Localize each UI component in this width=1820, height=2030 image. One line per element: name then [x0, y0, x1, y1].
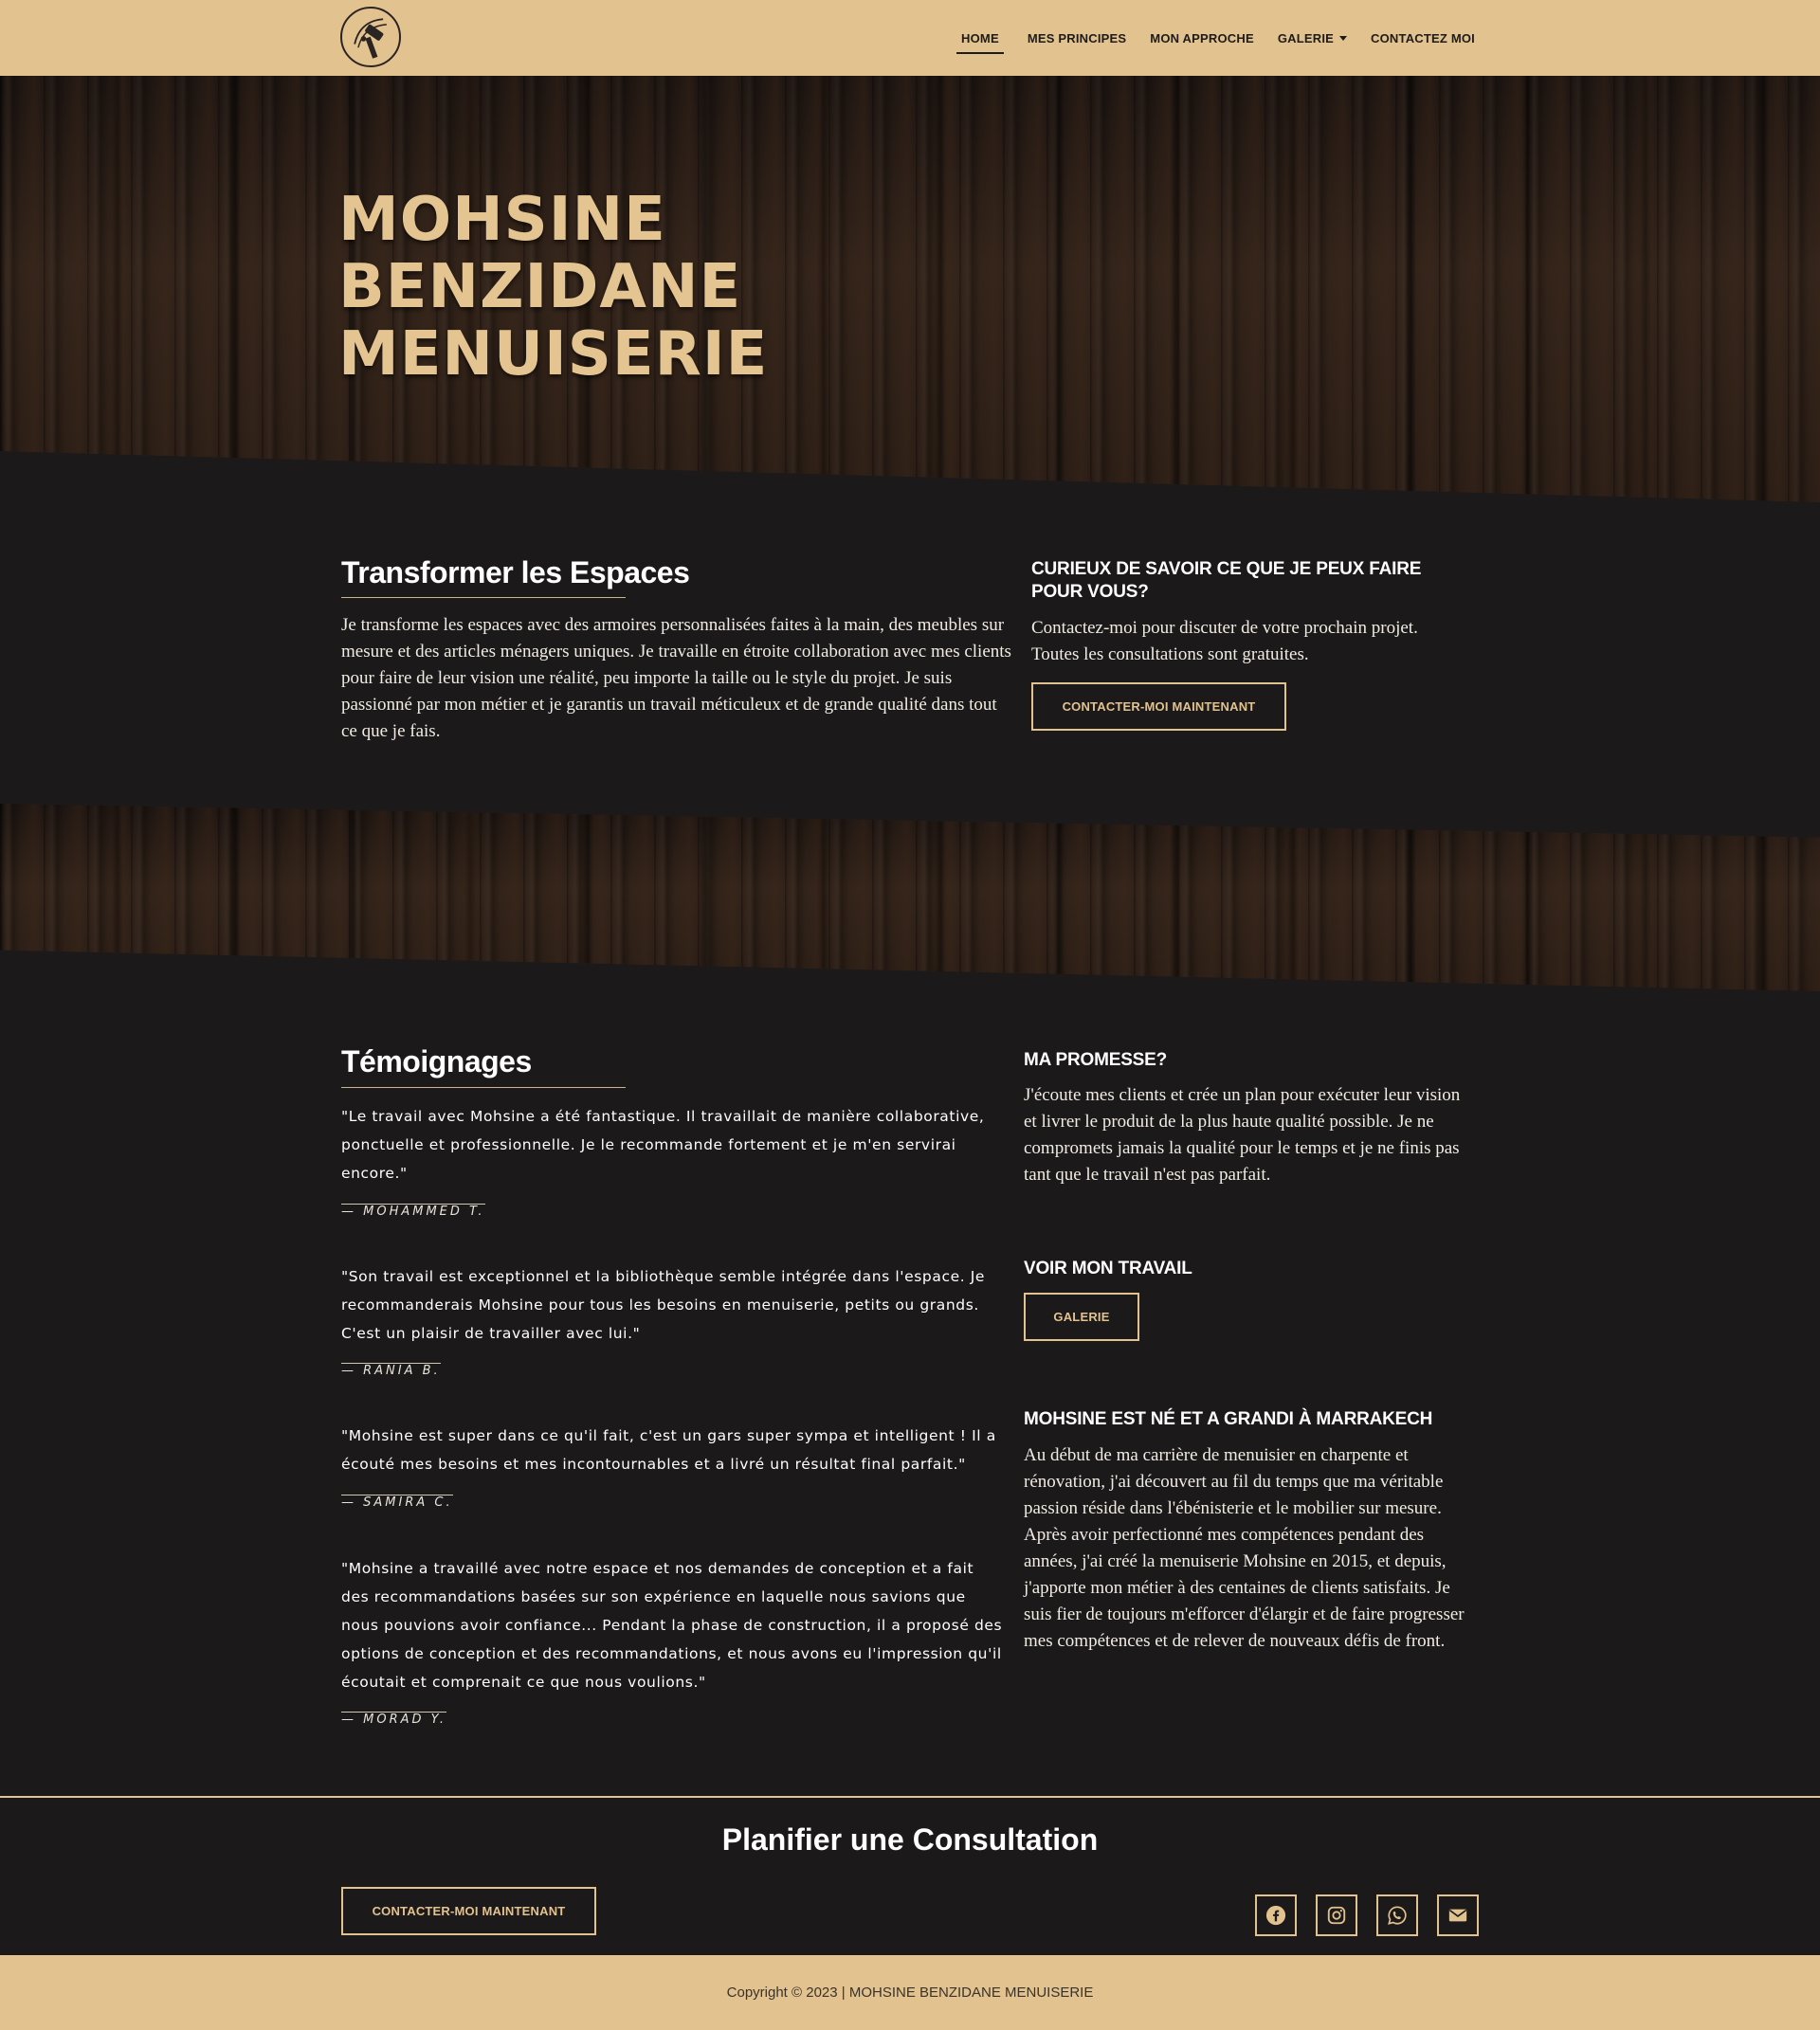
wood-divider-band — [0, 804, 1820, 991]
heading-underline — [341, 597, 626, 598]
cta-text: Contactez-moi pour discuter de votre prochain projet. Toutes les consultations sont gratuites. — [1031, 618, 1418, 664]
hero-title-line: MENUISERIE — [338, 319, 769, 390]
promise-text: J'écoute mes clients et crée un plan pour exécuter leur vision et livrer le produit de la plus haute qualité possible. Je ne compromets jamais la qualité pour le temps et je ne finis pas tant que le travail n'est pas parfait. — [1024, 1085, 1461, 1185]
site-header — [0, 0, 1820, 76]
nav-galerie[interactable]: GALERIE — [1278, 22, 1347, 55]
heading-underline — [341, 1087, 626, 1088]
work-heading: VOIR MON TRAVAIL — [1024, 1259, 1192, 1278]
footer-heading: Planifier une Consultation — [721, 1822, 1099, 1857]
nav-home[interactable]: HOME — [956, 23, 1004, 54]
whatsapp-icon[interactable] — [1376, 1894, 1418, 1936]
envelope-icon[interactable] — [1437, 1894, 1479, 1936]
testimonial-quote: "Son travail est exceptionnel et la bibliothèque semble intégrée dans l'espace. Je recommanderais Mohsine pour tous les besoins en menuiserie, petits ou grands. C'est un plaisir de travailler avec lui." — [341, 1268, 986, 1342]
intro-text: Je transforme les espaces avec des armoires personnalisées faites à la main, des meubles sur mesure et des articles ménagers uniques. Je travaille en étroite collaboration avec mes clients pour faire de leur vision une réalité, peu importe la taille ou le style du projet. Je suis passionné par mon métier et je garantis un travail méticuleux et de grande qualité dans tout ce que je fais. — [341, 615, 1011, 741]
hero-title — [338, 187, 768, 389]
instagram-icon[interactable] — [1316, 1894, 1357, 1936]
nav-mon-approche[interactable]: MON APPROCHE — [1150, 30, 1254, 45]
chevron-down-icon — [1339, 36, 1347, 41]
testimonial-author: — SAMIRA C. — [341, 1495, 453, 1510]
testimonials-heading: Témoignages — [341, 1044, 532, 1078]
testimonial-author: — MOHAMMED T. — [341, 1205, 485, 1219]
contact-now-button[interactable]: CONTACTER-MOI MAINTENANT — [1031, 682, 1286, 731]
testimonial-author: — MORAD Y. — [341, 1713, 447, 1727]
bio-heading: MOHSINE EST NÉ ET A GRANDI À MARRAKECH — [1024, 1409, 1433, 1429]
nav-contactez-moi[interactable]: CONTACTEZ MOI — [1371, 30, 1475, 45]
main-nav — [956, 0, 1475, 76]
hero-wood-background — [0, 76, 1820, 502]
hero-title-line: BENZIDANE — [338, 252, 742, 322]
testimonial-quote: "Mohsine a travaillé avec notre espace et nos demandes de conception et a fait des recommandations basées sur son expérience en laquelle nous savions que nous pouvions avoir confiance... Pendant la phase de construction, il a proposé des options de conception et des recommandations, et nous avons eu l'impression qu'il écoutait et comprenait ce que nous voulions." — [341, 1560, 1003, 1691]
facebook-icon[interactable] — [1255, 1894, 1297, 1936]
hero-title-line: MOHSINE — [338, 185, 666, 255]
intro-heading: Transformer les Espaces — [341, 555, 690, 589]
testimonial-author: — RANIA B. — [341, 1364, 441, 1378]
copyright-text: Copyright © 2023 | MOHSINE BENZIDANE MENUISERIE — [726, 1985, 1094, 2001]
cta-heading: CURIEUX DE SAVOIR CE QUE JE PEUX FAIRE POUR VOUS? — [1031, 559, 1422, 602]
testimonial-quote: "Le travail avec Mohsine a été fantastique. Il travaillait de manière collaborative, ponctuelle et professionnelle. Je le recommande fortement et je m'en servirai encore." — [341, 1108, 985, 1182]
footer-contact-button[interactable]: CONTACTER-MOI MAINTENANT — [341, 1887, 596, 1935]
footer-divider — [0, 1796, 1820, 1798]
gallery-button[interactable]: GALERIE — [1024, 1293, 1139, 1341]
hammer-logo-icon[interactable] — [340, 7, 401, 67]
nav-mes-principes[interactable]: MES PRINCIPES — [1027, 30, 1127, 45]
bio-text: Au début de ma carrière de menuisier en charpente et rénovation, j'ai découvert au fil du temps que ma véritable passion réside dans l'ébénisterie et le mobilier sur mesure. Après avoir perfectionné mes compétences pendant des années, j'ai créé la menuiserie Mohsine en 2015, et depuis, j'apporte mon métier à des centaines de clients satisfaits. Je suis fier de toujours m'efforcer d'élargir et de faire progresser mes compétences et de relever de nouveaux défis de front. — [1024, 1445, 1465, 1651]
testimonial-quote: "Mohsine est super dans ce qu'il fait, c'est un gars super sympa et intelligent ! Il a écouté mes besoins et mes incontournables et a livré un résultat final parfait." — [341, 1427, 996, 1473]
promise-heading: MA PROMESSE? — [1024, 1050, 1168, 1070]
copyright-bar — [0, 1955, 1820, 2030]
